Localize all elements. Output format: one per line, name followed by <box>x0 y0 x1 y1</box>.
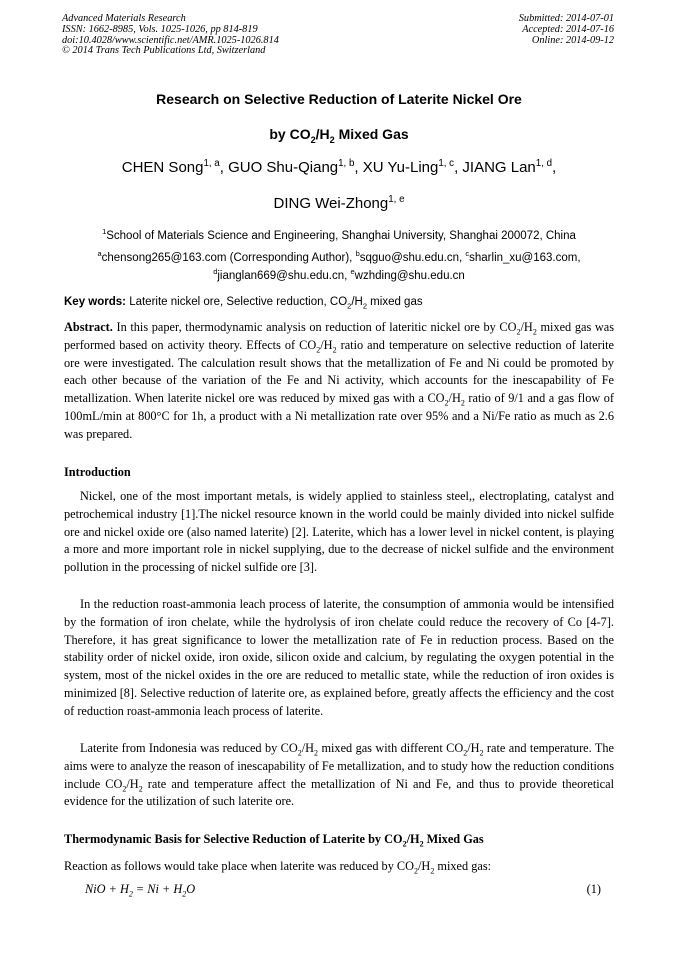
affiliation: $^1$School of Materials Science and Engineering, Shanghai University, Shanghai 200072, China <box>102 227 576 242</box>
online-date: Online: 2014-09-12 <box>531 34 614 46</box>
email: chensong265@163.com (Corresponding Author), <box>101 252 356 264</box>
abstract-label: Abstract. <box>64 320 113 334</box>
dates-header <box>519 14 614 46</box>
keywords: Key words: Laterite nickel ore, Selective reduction, $CO_2/H_2$ mixed gas <box>64 296 423 311</box>
author-name: JIANG Lan <box>462 159 536 176</box>
email: sharlin_xu@163.com, <box>469 252 581 264</box>
author-name: DING Wei-Zhong <box>273 195 389 212</box>
keywords-label: Key words: <box>64 296 126 308</box>
author-line-2: DING Wei-Zhong$^{1, e}$ <box>273 194 405 212</box>
accepted-date: Accepted: 2014-07-16 <box>522 23 614 35</box>
equation-1: NiO + $H_2 = Ni + H_2O$ <box>85 882 196 899</box>
paper-title-line1: Research on Selective Reduction of Laterite Nickel Ore <box>156 91 522 107</box>
intro-paragraph-2: In the reduction roast-ammonia leach process of laterite, the consumption of ammonia would be intensified by the formation of iron chelate, while the hydrolysis of iron chelate could reduce the recovery of Co [4-7]. Therefore, it has great significance to lower the metallization rate of Fe in reduction process. Based on the stability order of nickel oxide, iron oxide, silicon oxide and calcium, by regulating the oxygen potential in the system, most of the nickel oxides in the ore are reduced to metallic state, while the reduction of iron oxides is minimized [8]. Selective reduction of laterite ore, as explained before, greatly affects the efficiency and the cost of reduction roast-ammonia leach process of laterite. <box>64 597 614 718</box>
journal-name: Advanced Materials Research <box>62 13 186 24</box>
paper-title-line2: by $CO_2/H_2$ Mixed Gas <box>269 126 409 145</box>
author-line-1: CHEN Song$^{1, a}$, GUO Shu-Qiang$^{1, b}$, XU Yu-Ling$^{1, c}$, JIANG Lan$^{1, d}$, <box>121 158 557 176</box>
journal-doi: doi:10.4028/www.scientific.net/AMR.1025-1026.814 <box>62 34 279 46</box>
email-line-2: $^d$jianglan669@shu.edu.cn, $^e$wzhding@shu.edu.cn <box>213 267 465 282</box>
thermo-paragraph-1: Reaction as follows would take place when laterite was reduced by $CO_2/H_2$ mixed gas: <box>64 859 492 876</box>
email: sqguo@shu.edu.cn, <box>359 252 466 264</box>
equation-number: (1) <box>586 882 601 896</box>
section-heading-introduction: Introduction <box>64 465 131 479</box>
intro-paragraph-1: Nickel, one of the most important metals, is widely applied to stainless steel,, electroplating, catalyst and petrochemical industry [1].The nickel resource known in the world could be mainly divided into nickel sulfide ore and nickel oxide ore (also named laterite) [2]. Laterite, which has a lower level in nickel content, is playing a more and more important role in nickel supplying, due to the decrease of nickel sulfide and the environment pollution in the processing of nickel sulfide ore [3]. <box>64 489 614 575</box>
author-name: GUO Shu-Qiang <box>228 159 339 176</box>
journal-copyright: © 2014 Trans Tech Publications Ltd, Switzerland <box>62 45 266 57</box>
abstract: Abstract. In this paper, thermodynamic analysis on reduction of lateritic nickel ore by $CO_2/H_2$ mixed gas was performed based on activity theory. Effects of $CO_2/H_2$ ratio and temperature on selective reduction of laterite ore were investigated. The calculation result shows that the metallization of Fe and Ni could be promoted by each other because of the variation of the Fe and Ni activity, which accounts for the inescapability of Fe metallization. When laterite nickel ore was reduced by mixed gas with a $CO_2/H_2$ ratio of 9/1 and a gas flow of 100mL/min at 800°C for 1h, a product with a Ni metallization rate over 95% and a Ni/Fe ratio as much as 2.6 was prepared. <box>64 320 614 441</box>
email: jianglan669@shu.edu.cn, <box>217 270 351 282</box>
section-heading-thermodynamic: Thermodynamic Basis for Selective Reduction of Laterite by $CO_2/H_2$ Mixed Gas <box>64 832 484 849</box>
journal-issn: ISSN: 1662-8985, Vols. 1025-1026, pp 814-819 <box>62 23 258 35</box>
intro-paragraph-3: Laterite from Indonesia was reduced by $CO_2/H_2$ mixed gas with different $CO_2/H_2$ rate and temperature. The aims were to analyze the reason of inescapability of Fe metallization, and to study how the reduction conditions include $CO_2/H_2$ rate and temperature affect the metallization of Ni and Fe, and thus to provide theoretical evidence for the utilization of such laterite ore. <box>64 741 614 809</box>
email: wzhding@shu.edu.cn <box>354 270 465 282</box>
submitted-date: Submitted: 2014-07-01 <box>518 13 614 24</box>
email-line-1: $^a$chensong265@163.com (Corresponding Author), $^b$sqguo@shu.edu.cn, $^c$sharlin_xu@163.com, <box>97 249 581 264</box>
author-name: XU Yu-Ling <box>362 159 439 176</box>
journal-header <box>62 14 279 57</box>
author-name: CHEN Song <box>121 159 204 176</box>
